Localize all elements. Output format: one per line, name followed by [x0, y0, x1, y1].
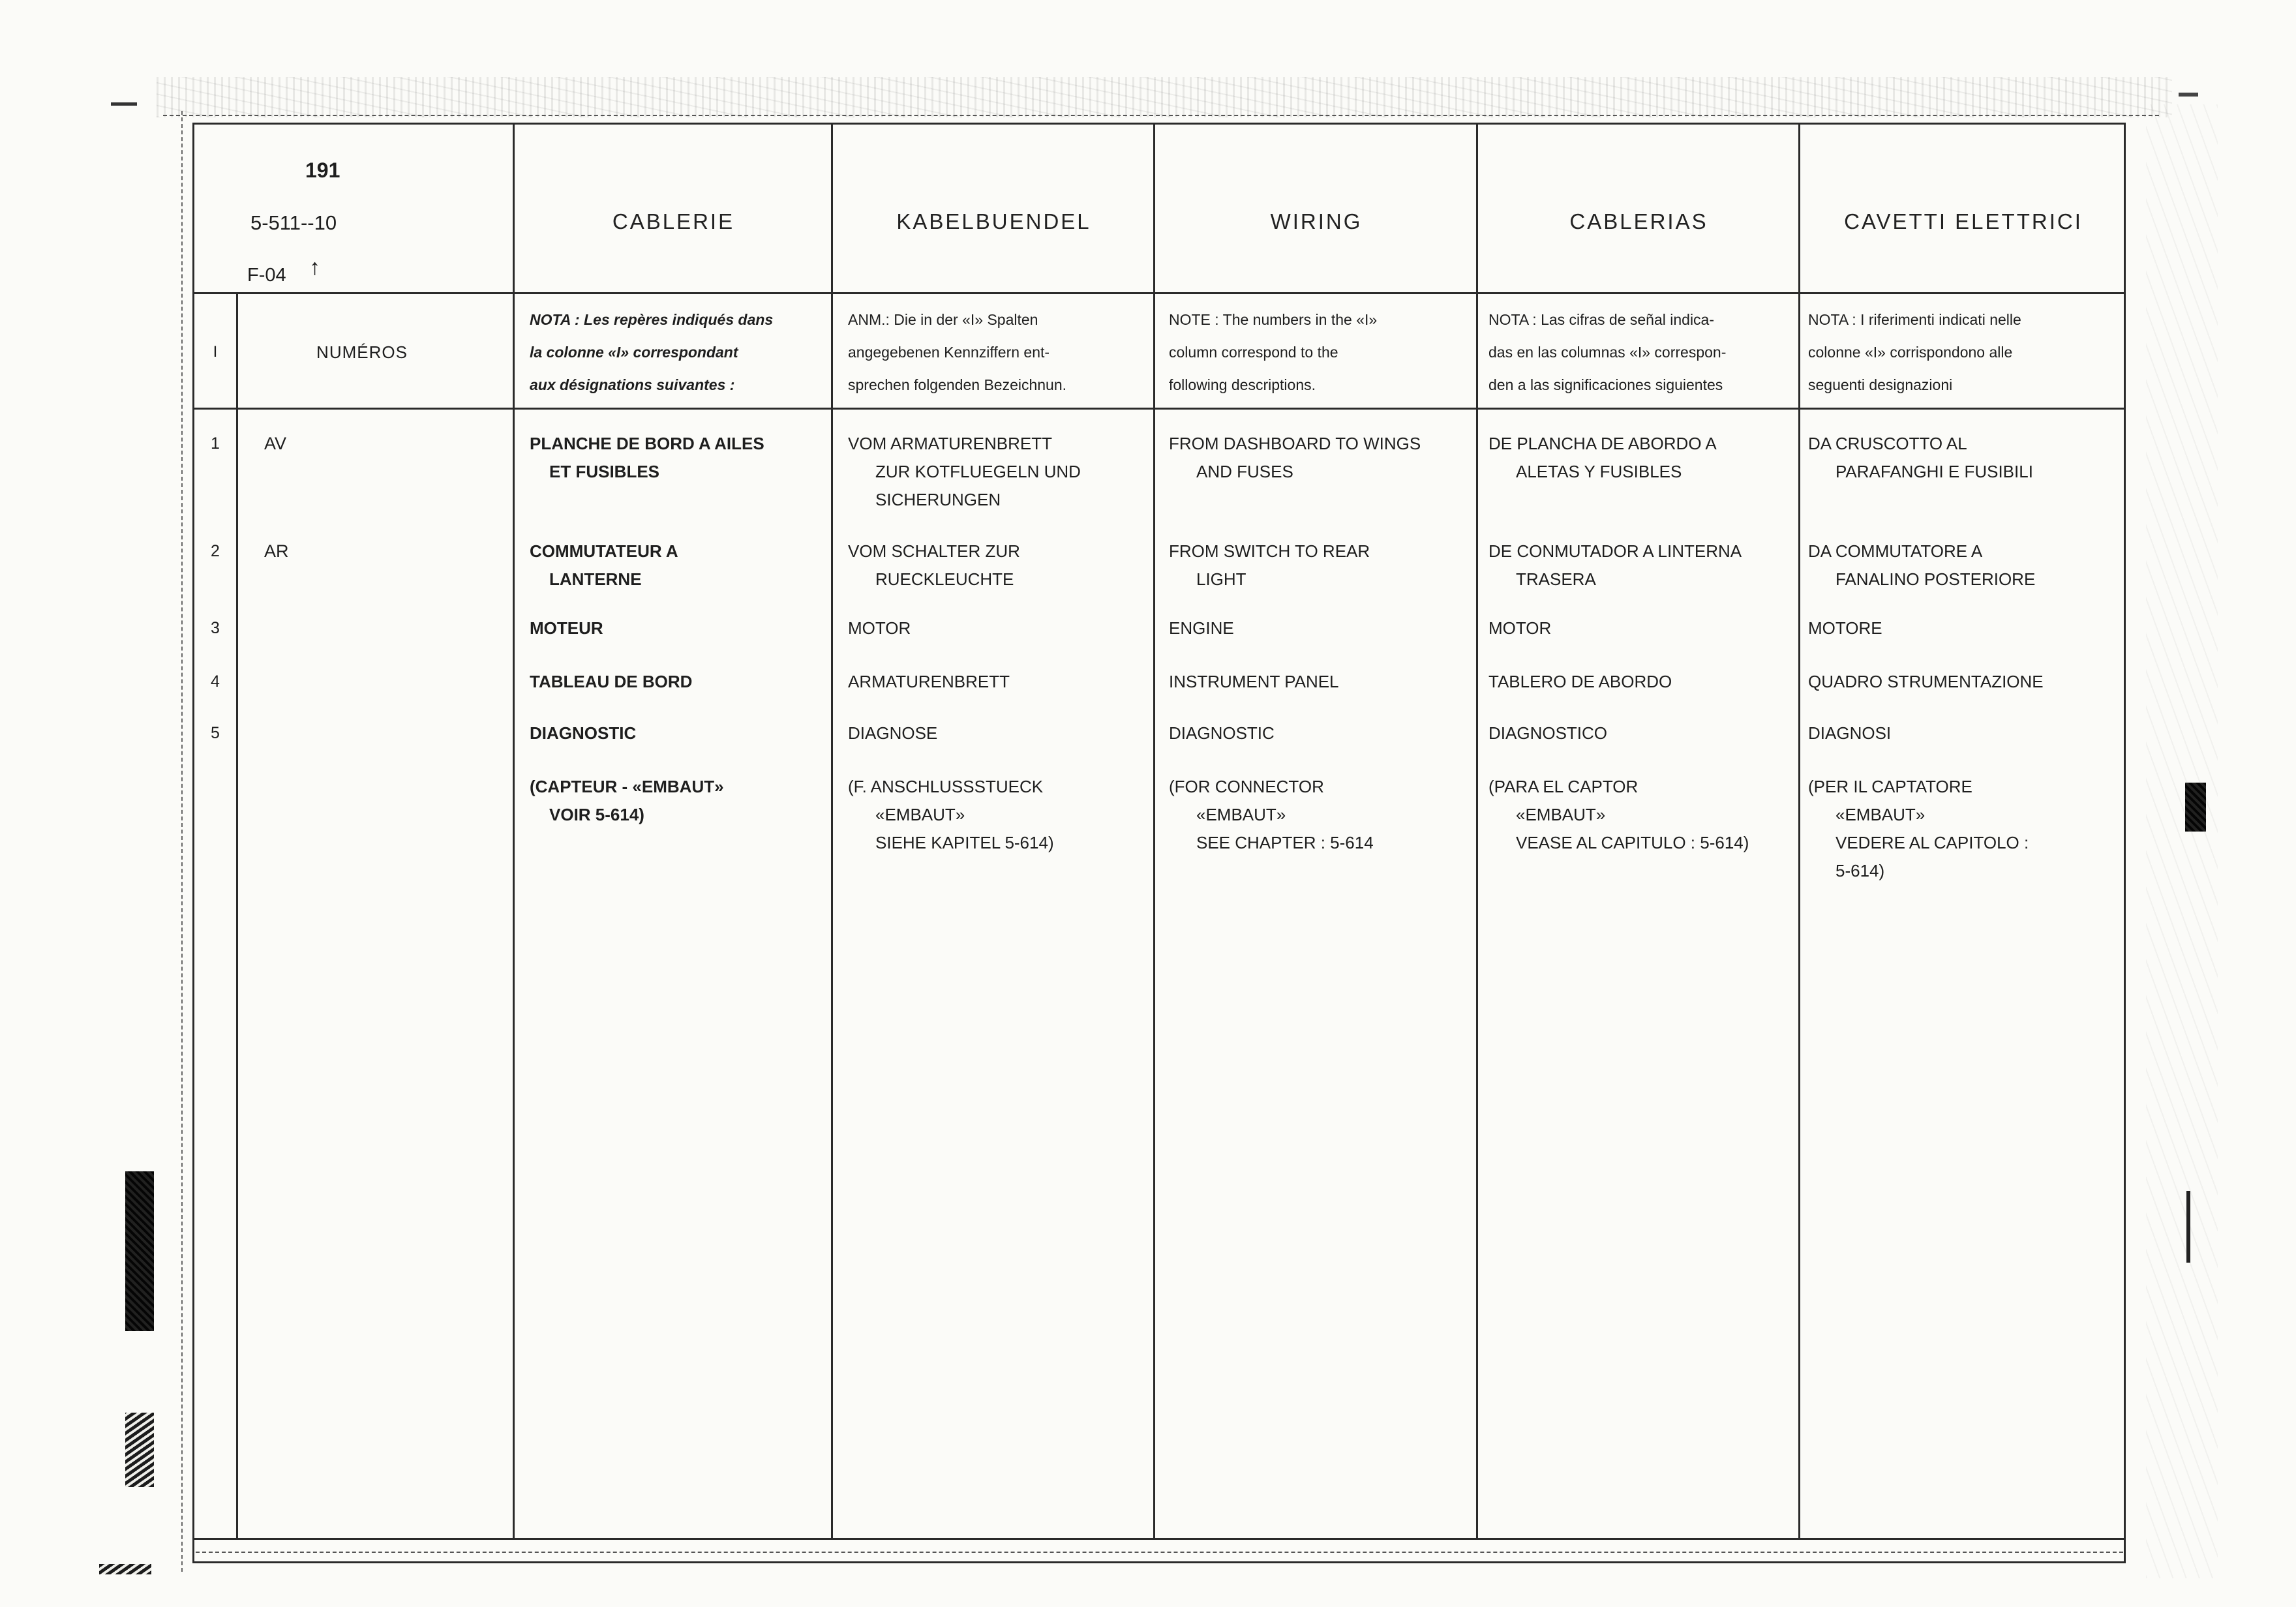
- table-cell: ENGINE: [1169, 618, 1234, 638]
- table-cell: QUADRO STRUMENTAZIONE: [1808, 672, 2044, 691]
- table-cell: DIAGNOSTIC: [530, 723, 637, 743]
- table-cell: DIAGNOSE: [848, 723, 938, 743]
- outer-dashed-left: [181, 111, 183, 1572]
- note-divider: [192, 408, 2126, 410]
- table-cell: MOTORE: [1808, 618, 1882, 638]
- column-title-german: KABELBUENDEL: [896, 209, 1091, 233]
- table-cell: MOTOR: [848, 618, 911, 638]
- table-cell: DIAGNOSTIC: [1169, 723, 1275, 743]
- table-cell: DIAGNOSI: [1808, 723, 1892, 743]
- note-french: NOTA : Les repères indiqués dans la colonne «I» correspondant aux désignations suivantes :: [530, 311, 774, 393]
- column-title-italian: CAVETTI ELETTRICI: [1844, 209, 2083, 233]
- table-cell: DE PLANCHA DE ABORDO A ALETAS Y FUSIBLES: [1488, 434, 1717, 481]
- table-cell: ARMATURENBRETT: [848, 672, 1010, 691]
- column-divider: [831, 123, 833, 1539]
- body-bottom-divider: [192, 1538, 2126, 1540]
- header-divider: [192, 292, 2126, 294]
- table-cell: TABLEAU DE BORD: [530, 672, 693, 691]
- column-title-french: CABLERIE: [612, 209, 735, 233]
- row-index: 4: [211, 672, 220, 691]
- table-cell-note: (PARA EL CAPTOR «EMBAUT» VEASE AL CAPITULO : 5-614): [1488, 777, 1749, 852]
- table-cell: TABLERO DE ABORDO: [1488, 672, 1672, 691]
- column-divider: [513, 123, 515, 1539]
- table-cell: VOM ARMATURENBRETT ZUR KOTFLUEGELN UND SICHERUNGEN: [848, 434, 1081, 509]
- table-cell: MOTEUR: [530, 618, 603, 638]
- table-cell: DIAGNOSTICO: [1488, 723, 1608, 743]
- note-italian: NOTA : I riferimenti indicati nelle colonne «I» corrispondono alle seguenti designazioni: [1808, 311, 2021, 393]
- outer-dashed-top: [163, 115, 2159, 116]
- row-code: AR: [264, 541, 289, 561]
- table-cell: COMMUTATEUR A LANTERNE: [530, 541, 678, 589]
- note-english: NOTE : The numbers in the «I» column correspond to the following descriptions.: [1169, 311, 1378, 393]
- reference-code: F-04: [247, 265, 286, 286]
- row-code: AV: [264, 434, 287, 453]
- scan-mark-top-left: [111, 102, 137, 106]
- column-title-english: WIRING: [1270, 209, 1363, 233]
- table-cell: FROM SWITCH TO REAR LIGHT: [1169, 541, 1370, 589]
- table-cell-note: (PER IL CAPTATORE «EMBAUT» VEDERE AL CAPITOLO : 5-614): [1808, 777, 2029, 880]
- row-index: 1: [211, 434, 220, 453]
- scan-hatch-left-upper: [125, 1171, 154, 1331]
- table-cell: PLANCHE DE BORD A AILES ET FUSIBLES: [530, 434, 764, 481]
- row-index: 3: [211, 619, 220, 637]
- scan-noise-top: [157, 77, 2172, 117]
- column-divider: [1476, 123, 1478, 1539]
- reference-arrow-icon: ↑: [309, 255, 320, 280]
- index-column-label: I: [213, 343, 218, 361]
- scan-bar-right: [2186, 1191, 2190, 1263]
- column-title-spanish: CABLERIAS: [1569, 209, 1708, 233]
- note-spanish: NOTA : Las cifras de señal indica- das en las columnas «I» correspon- den a las significaciones siguientes: [1488, 311, 1727, 393]
- table-cell-note: (F. ANSCHLUSSSTUECK «EMBAUT» SIEHE KAPITEL 5-614): [848, 777, 1054, 852]
- column-divider: [1798, 123, 1800, 1539]
- numbers-column-title: NUMÉROS: [316, 342, 408, 362]
- table-cell: INSTRUMENT PANEL: [1169, 672, 1339, 691]
- row-index: 5: [211, 724, 220, 742]
- table-cell: MOTOR: [1488, 618, 1552, 638]
- note-german: ANM.: Die in der «I» Spalten angegebenen Kennziffern ent- sprechen folgenden Bezeichnun.: [848, 311, 1067, 393]
- scan-hatch-right: [2185, 783, 2206, 832]
- table-cell: DA CRUSCOTTO AL PARAFANGHI E FUSIBILI: [1808, 434, 2033, 481]
- table-cell-note: (FOR CONNECTOR «EMBAUT» SEE CHAPTER : 5-614: [1169, 777, 1374, 852]
- row-index: 2: [211, 542, 220, 560]
- scan-mark-top-right: [2179, 93, 2198, 97]
- column-divider: [1153, 123, 1155, 1539]
- table-cell-note: (CAPTEUR - «EMBAUT» VOIR 5-614): [530, 777, 724, 824]
- section-number: 5-511--10: [250, 211, 337, 234]
- scan-hatch-bottom-left: [99, 1564, 151, 1574]
- table-cell: VOM SCHALTER ZUR RUECKLEUCHTE: [848, 541, 1020, 589]
- scan-noise-right: [2146, 104, 2218, 1578]
- table-cell: FROM DASHBOARD TO WINGS AND FUSES: [1169, 434, 1421, 481]
- index-column-divider: [236, 292, 238, 1539]
- table-cell: DA COMMUTATORE A FANALINO POSTERIORE: [1808, 541, 2036, 589]
- page-number: 191: [305, 158, 340, 182]
- table-cell: DE CONMUTADOR A LINTERNA TRASERA: [1488, 541, 1742, 589]
- scan-hatch-left-lower: [125, 1413, 154, 1487]
